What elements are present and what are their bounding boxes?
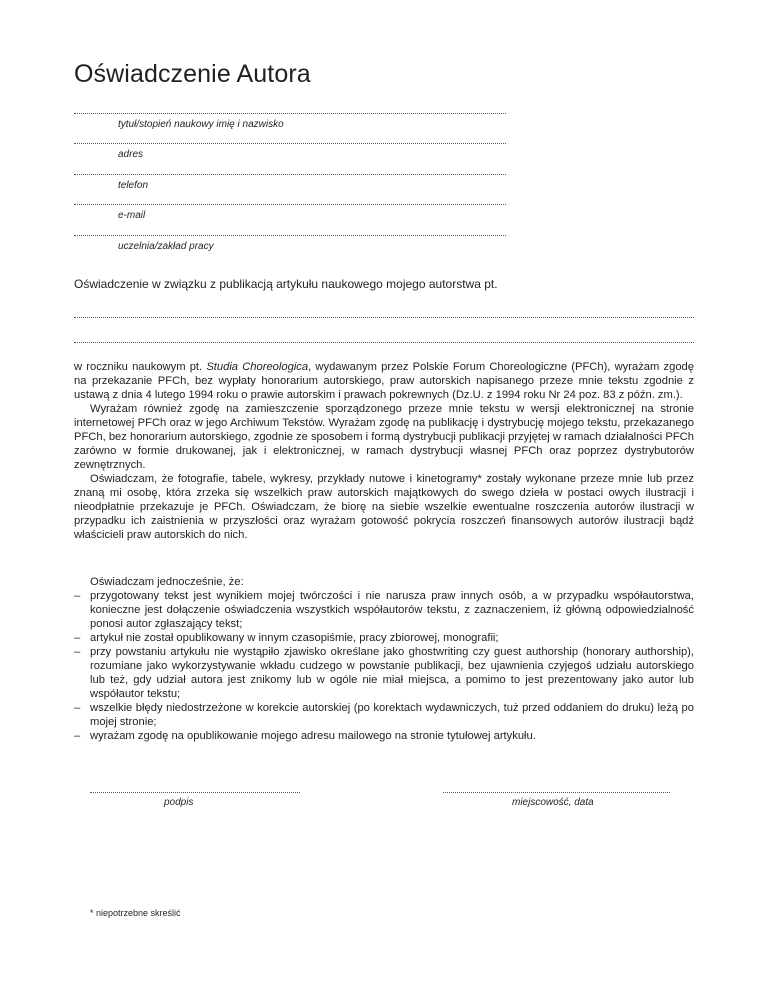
declarations-list	[74, 589, 694, 743]
field-label-name: tytuł/stopień naukowy imię i nazwisko	[118, 119, 284, 130]
intro-text: Oświadczenie w związku z publikacją artykułu naukowego mojego autorstwa pt.	[74, 277, 498, 291]
field-line-address[interactable]	[74, 143, 506, 144]
paragraph-3: Oświadczam, że fotografie, tabele, wykresy, przykłady nutowe i kinetogramy* zostały wykonane przeze mnie lub przez znaną mi osobę, która zrzeka się wszelkich praw autorskich majątkowych do swego dzieła w postaci owych ilustracji i nieodpłatnie przekazuje je PFCh. Oświadczam, że biorę na siebie wszelkie ewentualne roszczenia autorów ilustracji w przypadku ich zaistnienia w przyszłości oraz wyrażam gotowość pokrycia roszczeń finansowych autorów ilustracji bądź właścicieli praw autorskich do nich.	[74, 473, 694, 541]
article-title-line-1[interactable]	[74, 317, 694, 318]
article-title-line-2[interactable]	[74, 342, 694, 343]
paragraph-2: Wyrażam również zgodę na zamieszczenie sporządzonego przeze mnie tekstu w wersji elektronicznej na stronie internetowej PFCh oraz w jego Archiwum Tekstów. Wyrażam zgodę na publikację i dystrybucję mojego tekstu, przekazanego PFCh, bez honorarium autorskiego, zgodnie ze sposobem i formą dystrybucji publikacji przyjętej w ramach działalności PFCh zarówno w formie drukowanej, jak i elektronicznej, w ramach dystrybucji własnej PFCh oraz poprzez dystrybutorów zewnętrznych.	[74, 403, 694, 471]
footnote: * niepotrzebne skreślić	[90, 908, 181, 918]
place-date-line[interactable]	[443, 792, 670, 793]
field-label-institution: uczelnia/zakład pracy	[118, 241, 214, 252]
paragraph-1: w roczniku naukowym pt. Studia Choreologica, wydawanym przez Polskie Forum Choreologiczne (PFCh), wyrażam zgodę na przekazanie PFCh, bez wypłaty honorarium autorskiego, praw autorskich napisanego przeze mnie tekstu zgodnie z ustawą z dnia 4 lutego 1994 roku o prawie autorskim i prawach pokrewnych (Dz.U. z 1994 roku Nr 24 poz. 83 z późn. zm.).	[74, 361, 694, 401]
page-title: Oświadczenie Autora	[74, 60, 311, 88]
list-item: – przy powstaniu artykułu nie wystąpiło zjawisko określane jako ghostwriting czy guest authorship (honorary authorship), rozumiane jako wykorzystywanie wkładu cudzego w powstanie publikacji, bez ujawnienia czyjegoś udziału autorskiego lub też, gdy udział autora jest znikomy lub w ogóle nie miał miejsca, a pomimo to jest prezentowany jako autor lub współautor tekstu;	[74, 646, 694, 700]
list-item: – wszelkie błędy niedostrzeżone w korekcie autorskiej (po korektach wydawniczych, tuż przed oddaniem do druku) leżą po mojej stronie;	[74, 702, 694, 728]
declarations-lead: Oświadczam jednocześnie, że:	[90, 576, 244, 588]
declarations	[74, 575, 694, 743]
signature-line[interactable]	[90, 792, 300, 793]
list-item: – artykuł nie został opublikowany w innym czasopiśmie, pracy zbiorowej, monografii;	[74, 632, 499, 644]
place-date-label: miejscowość, data	[512, 797, 594, 808]
list-item: – przygotowany tekst jest wynikiem mojej twórczości i nie narusza praw innych osób, a w przypadku współautorstwa, konieczne jest dołączenie oświadczenia wszystkich współautorów tekstu, z zaznaczeniem, iż główną odpowiedzialność ponosi autor zgłaszający tekst;	[74, 590, 694, 630]
field-label-email: e-mail	[118, 210, 146, 221]
field-label-phone: telefon	[118, 180, 149, 191]
field-line-institution[interactable]	[74, 235, 506, 236]
field-line-phone[interactable]	[74, 174, 506, 175]
journal-name: Studia Choreologica	[206, 361, 309, 373]
consent-body	[74, 360, 694, 542]
field-label-address: adres	[118, 149, 144, 160]
signature-label: podpis	[164, 797, 194, 808]
field-line-email[interactable]	[74, 204, 506, 205]
field-line-name[interactable]	[74, 113, 506, 114]
list-item: – wyrażam zgodę na opublikowanie mojego adresu mailowego na stronie tytułowej artykułu.	[74, 730, 536, 742]
